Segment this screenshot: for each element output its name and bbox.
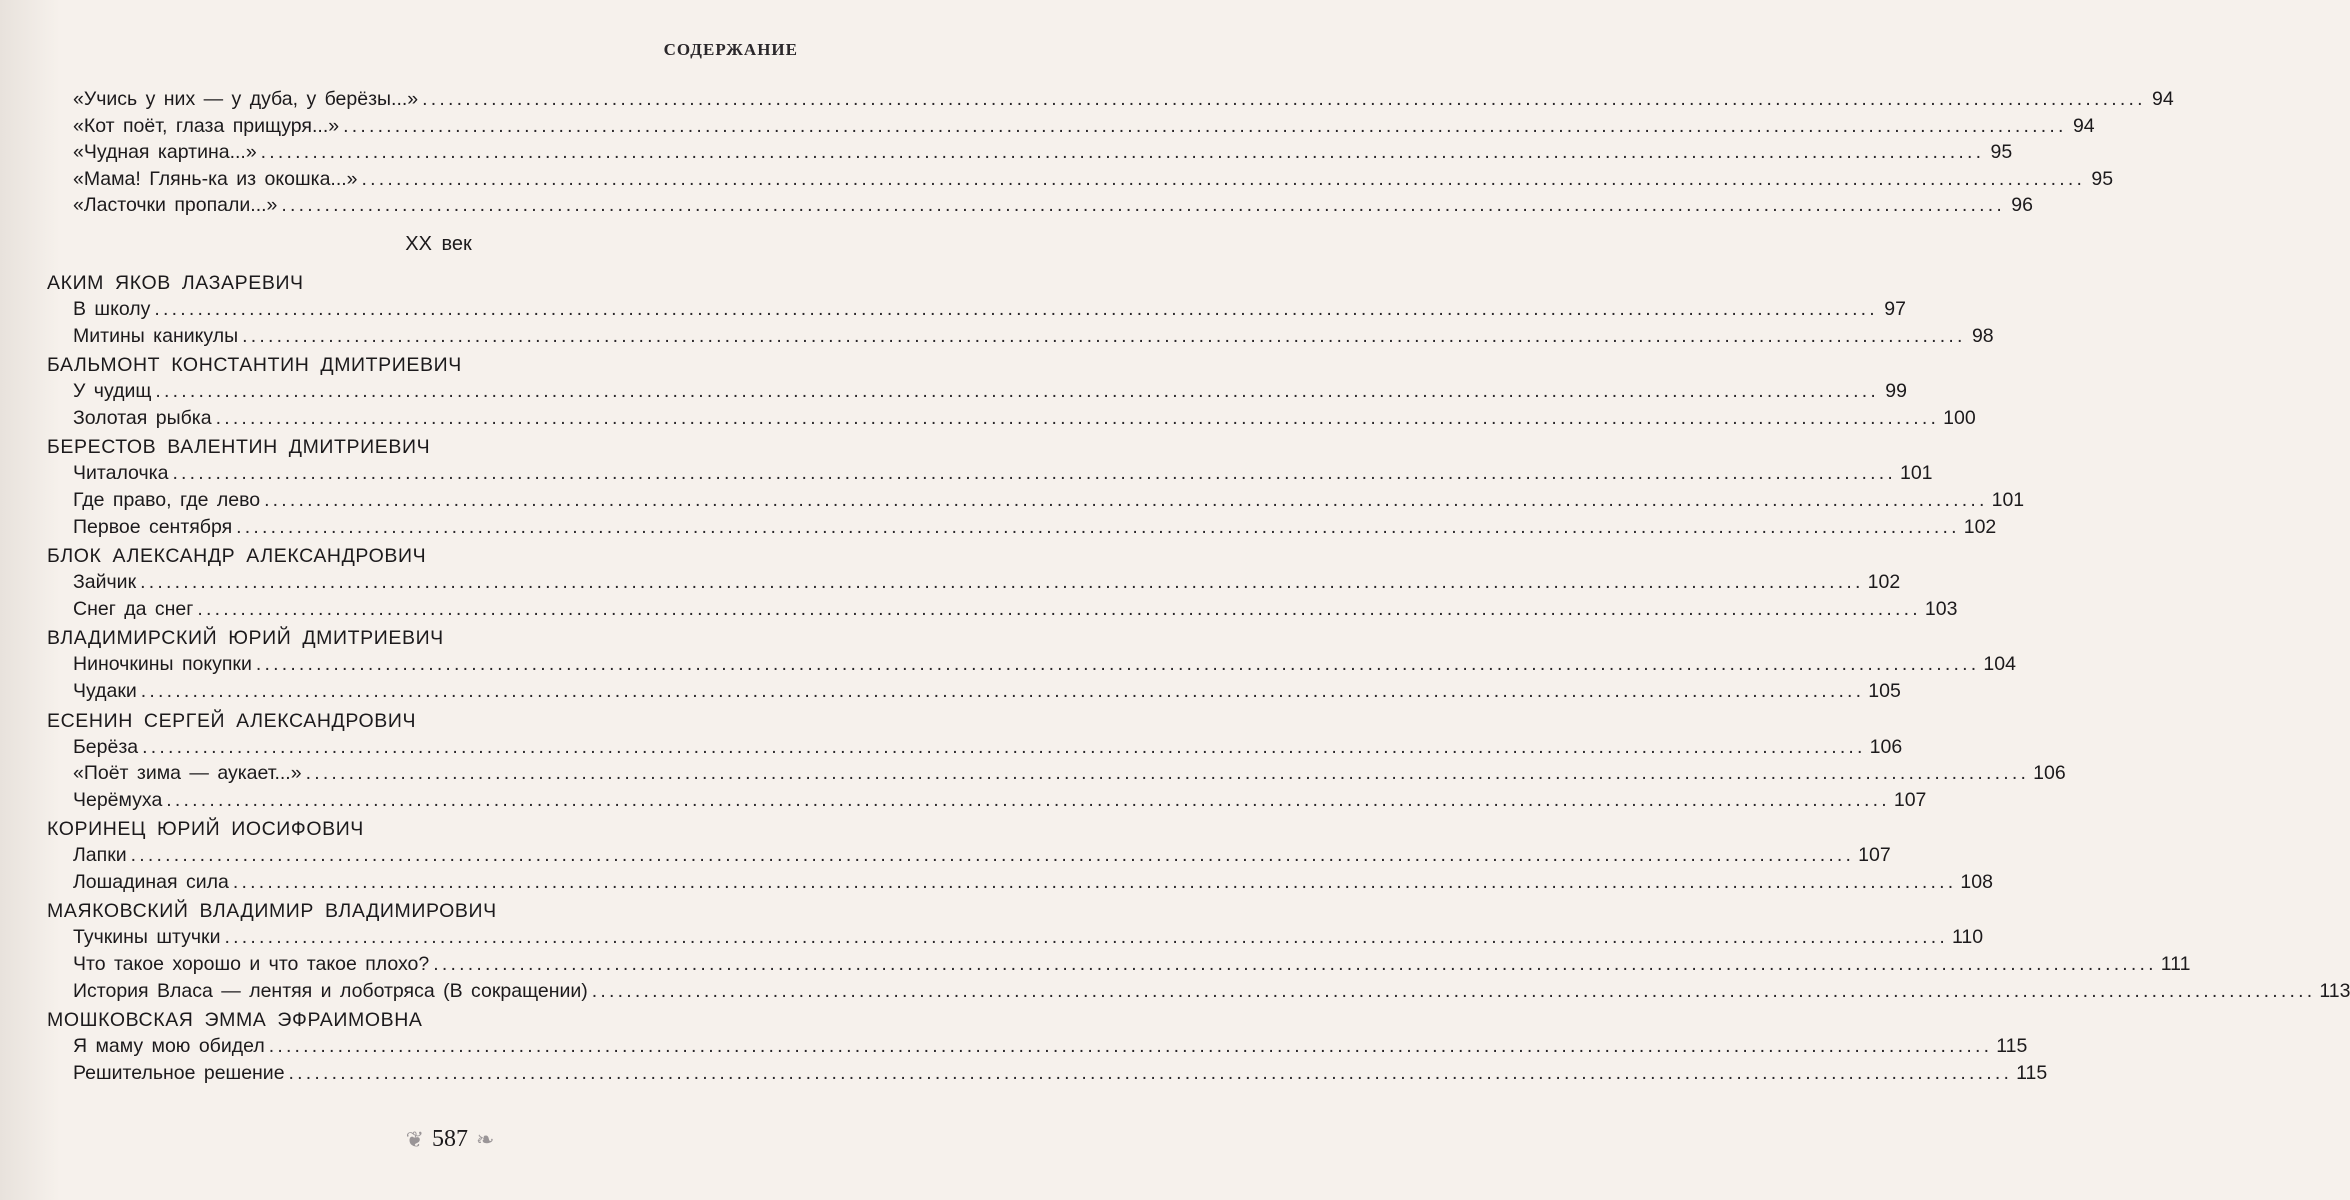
author-heading: АКИМ ЯКОВ ЛАЗАРЕВИЧ — [47, 271, 304, 294]
entry-page-number: 107 — [1893, 788, 1927, 811]
entry-title: «Поёт зима — аукает...» — [73, 762, 302, 785]
running-head: СОДЕРЖАНИЕ — [663, 40, 798, 59]
entry-title: Золотая рыбка — [73, 406, 212, 429]
dot-leader: ........................................................................................................................................................................................................ — [343, 114, 2067, 137]
entry-page-number: 102 — [1867, 571, 1901, 594]
entry-page-number: 104 — [1983, 653, 2016, 676]
toc-entry[interactable] — [47, 406, 1976, 434]
entry-page-number: 107 — [1858, 844, 1891, 867]
dot-leader: ........................................................................................................................................................................................................ — [361, 167, 2086, 190]
entry-title: Чудаки — [73, 679, 137, 702]
dot-leader: ........................................................................................................................................................................................................ — [236, 515, 1960, 538]
table-of-contents — [47, 88, 2350, 1088]
entry-title: История Власа — лентяя и лоботряса (В сокращении) — [73, 979, 588, 1002]
entry-title: «Учись у них — у дуба, у берёзы...» — [73, 88, 419, 110]
toc-entry[interactable] — [47, 979, 2350, 1007]
dot-leader: ........................................................................................................................................................................................................ — [242, 324, 1966, 347]
entry-title: Черёмуха — [73, 788, 163, 811]
toc-entry[interactable] — [47, 488, 2025, 516]
entry-title: Где право, где лево — [73, 488, 261, 511]
entry-page-number: 101 — [1899, 462, 1933, 485]
dot-leader: ........................................................................................................................................................................................................ — [172, 462, 1896, 485]
entry-title: Решительное решение — [73, 1061, 285, 1084]
toc-entry[interactable] — [47, 194, 2033, 221]
entry-page-number: 111 — [2160, 953, 2191, 976]
entry-page-number: 97 — [1884, 297, 1906, 320]
dot-leader: ........................................................................................................................................................................................................ — [155, 380, 1879, 403]
author-heading: БАЛЬМОНТ КОНСТАНТИН ДМИТРИЕВИЧ — [47, 354, 462, 377]
dot-leader: ........................................................................................................................................................................................................ — [215, 406, 1940, 429]
toc-entry[interactable] — [47, 324, 1994, 352]
toc-entry[interactable] — [47, 462, 1933, 489]
toc-entry[interactable] — [47, 788, 1927, 816]
author-heading: МОШКОВСКАЯ ЭММА ЭФРАИМОВНА — [47, 1009, 423, 1032]
entry-title: Первое сентября — [73, 515, 233, 538]
author-heading: БЕРЕСТОВ ВАЛЕНТИН ДМИТРИЕВИЧ — [47, 436, 431, 459]
entry-page-number: 94 — [2152, 88, 2174, 110]
dot-leader: ........................................................................................................................................................................................................ — [264, 488, 1988, 511]
entry-title: «Ласточки пропали...» — [73, 194, 278, 217]
toc-entry[interactable] — [47, 1035, 2028, 1062]
dot-leader: ........................................................................................................................................................................................................ — [224, 926, 1949, 949]
dot-leader: ........................................................................................................................................................................................................ — [130, 844, 1855, 867]
entry-title: Митины каникулы — [73, 324, 239, 347]
entry-title: Снег да снег — [73, 597, 194, 620]
toc-entry[interactable] — [47, 735, 1903, 763]
entry-title: Что такое хорошо и что такое плохо? — [73, 953, 430, 976]
dot-leader: ........................................................................................................................................................................................................ — [197, 597, 1921, 620]
entry-page-number: 113 — [2319, 979, 2350, 1002]
dot-leader: ........................................................................................................................................................................................................ — [166, 788, 1890, 811]
dot-leader: ........................................................................................................................................................................................................ — [154, 297, 1878, 320]
toc-entry[interactable] — [47, 679, 1901, 707]
dot-leader: ........................................................................................................................................................................................................ — [142, 735, 1866, 758]
dot-leader: ........................................................................................................................................................................................................ — [305, 762, 2030, 785]
entry-title: В школу — [73, 297, 151, 320]
entry-page-number: 110 — [1952, 926, 1984, 949]
dot-leader: ........................................................................................................................................................................................................ — [433, 953, 2157, 976]
toc-entry[interactable] — [47, 953, 2191, 980]
entry-page-number: 108 — [1960, 870, 1993, 893]
dot-leader: ........................................................................................................................................................................................................ — [140, 679, 1865, 702]
dot-leader: ........................................................................................................................................................................................................ — [232, 870, 1957, 893]
entry-page-number: 96 — [2011, 194, 2033, 217]
toc-entry[interactable] — [47, 167, 2114, 195]
entry-title: «Мама! Глянь-ка из окошка...» — [73, 167, 358, 190]
entry-page-number: 106 — [2033, 762, 2066, 785]
author-heading: ЕСЕНИН СЕРГЕЙ АЛЕКСАНДРОВИЧ — [47, 709, 417, 732]
dot-leader: ........................................................................................................................................................................................................ — [288, 1061, 2013, 1084]
entry-page-number: 105 — [1868, 679, 1901, 702]
entry-page-number: 115 — [1996, 1035, 2028, 1058]
page-number: 587 — [432, 1126, 468, 1152]
author-heading: МАЯКОВСКИЙ ВЛАДИМИР ВЛАДИМИРОВИЧ — [47, 900, 497, 923]
entry-page-number: 101 — [1991, 488, 2025, 511]
entry-title: Тучкины штучки — [73, 926, 221, 949]
entry-title: Я маму мою обидел — [73, 1035, 265, 1058]
entry-page-number: 98 — [1971, 324, 1994, 347]
toc-entry[interactable] — [47, 141, 2013, 168]
entry-page-number: 100 — [1943, 406, 1976, 429]
toc-entry[interactable] — [47, 88, 2174, 115]
entry-page-number: 94 — [2072, 114, 2095, 137]
toc-entry[interactable] — [47, 380, 1907, 407]
entry-title: Зайчик — [73, 571, 137, 594]
toc-entry[interactable] — [47, 870, 1993, 898]
dot-leader: ........................................................................................................................................................................................................ — [268, 1035, 1993, 1058]
entry-page-number: 106 — [1869, 735, 1903, 758]
entry-title: У чудищ — [73, 380, 152, 403]
entry-page-number: 95 — [2091, 167, 2114, 190]
entry-title: «Чудная картина...» — [73, 141, 257, 164]
toc-entry[interactable] — [47, 571, 1901, 598]
entry-title: Лапки — [73, 844, 127, 867]
dot-leader: ........................................................................................................................................................................................................ — [281, 194, 2005, 217]
entry-page-number: 102 — [1963, 515, 1997, 538]
entry-page-number: 99 — [1885, 380, 1907, 403]
dot-leader: ........................................................................................................................................................................................................ — [260, 141, 1985, 164]
dot-leader: ........................................................................................................................................................................................................ — [140, 571, 1864, 594]
toc-entry[interactable] — [47, 1061, 2048, 1089]
toc-entry[interactable] — [47, 653, 2016, 680]
dot-leader: ........................................................................................................................................................................................................ — [255, 653, 1980, 676]
toc-entry[interactable] — [47, 297, 1906, 325]
author-heading: КОРИНЕЦ ЮРИЙ ИОСИФОВИЧ — [47, 818, 364, 841]
dot-leader: ........................................................................................................................................................................................................ — [591, 979, 2316, 1002]
section-heading: XX век — [405, 233, 472, 256]
author-heading: ВЛАДИМИРСКИЙ ЮРИЙ ДМИТРИЕВИЧ — [47, 627, 444, 650]
page-footer — [0, 1126, 900, 1153]
entry-page-number: 115 — [2016, 1061, 2048, 1084]
toc-entry[interactable] — [47, 515, 1997, 543]
ornament-left-icon: ❦ — [405, 1127, 424, 1153]
entry-title: Берёза — [73, 735, 139, 758]
entry-title: Лошадиная сила — [73, 870, 229, 893]
toc-entry[interactable] — [47, 597, 1958, 625]
toc-entry[interactable] — [47, 926, 1984, 953]
entry-title: Читалочка — [73, 462, 169, 485]
toc-entry[interactable] — [47, 762, 2066, 789]
entry-page-number: 103 — [1924, 597, 1958, 620]
toc-entry[interactable] — [47, 114, 2095, 142]
author-heading: БЛОК АЛЕКСАНДР АЛЕКСАНДРОВИЧ — [47, 545, 427, 568]
entry-title: «Кот поёт, глаза прищуря...» — [73, 114, 340, 137]
entry-title: Ниночкины покупки — [73, 653, 252, 676]
toc-entry[interactable] — [47, 844, 1891, 871]
dot-leader: ........................................................................................................................................................................................................ — [422, 88, 2146, 110]
entry-page-number: 95 — [1990, 141, 2013, 164]
ornament-right-icon: ❧ — [476, 1127, 495, 1153]
